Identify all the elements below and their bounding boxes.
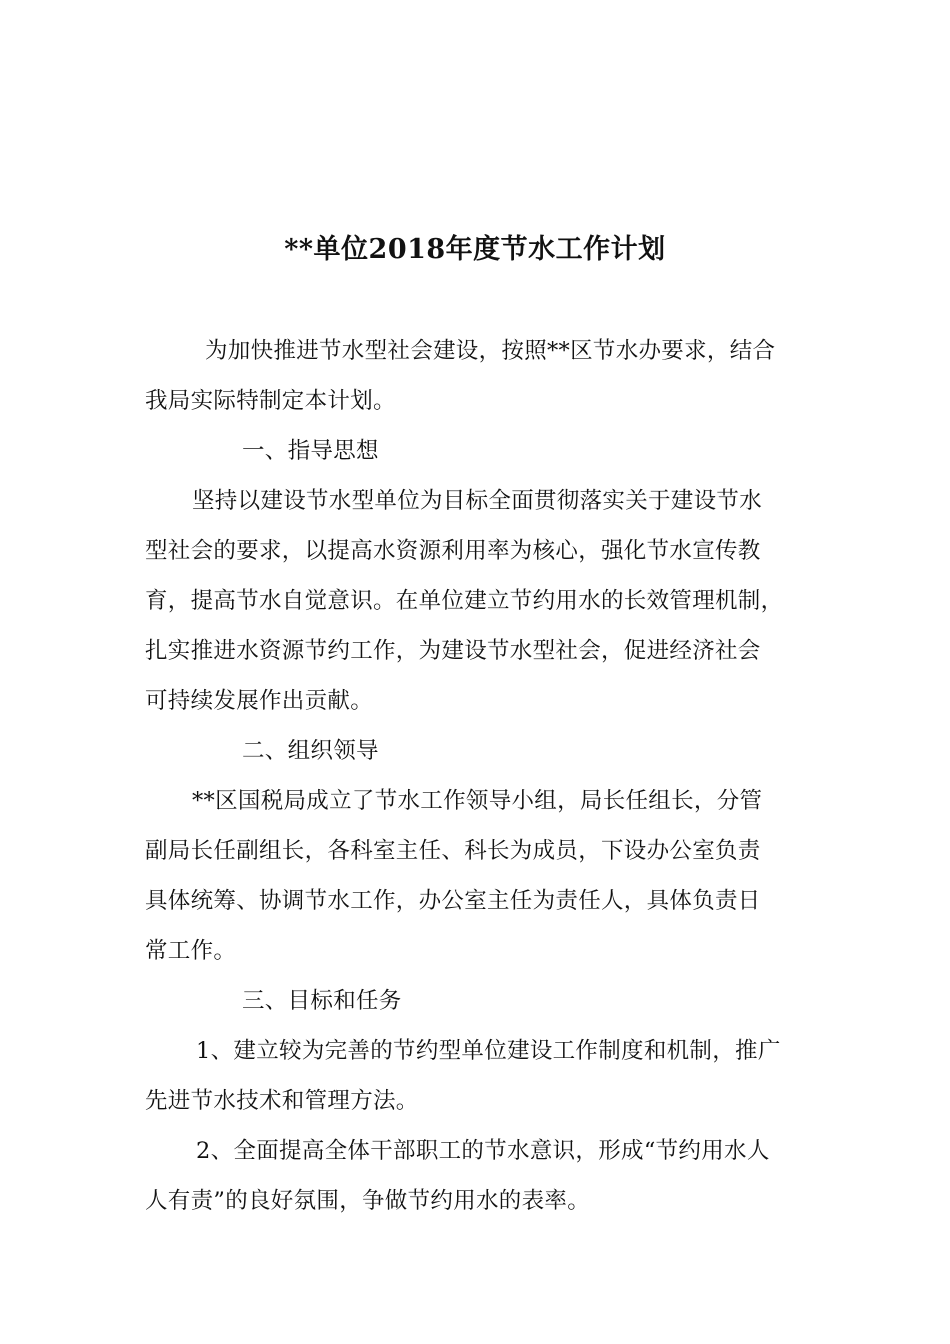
section-2-line-4: 常工作。 (145, 938, 237, 964)
section-1-line-5: 可持续发展作出贡献。 (145, 688, 374, 714)
section-1-line-1: 坚持以建设节水型单位为目标全面贯彻落实关于建设节水 (192, 488, 763, 514)
section-2-line-3: 具体统筹、协调节水工作，办公室主任为责任人，具体负责日 (145, 888, 761, 914)
section-heading-2: 二、组织领导 (242, 738, 379, 764)
task-1-line-2: 先进节水技术和管理方法。 (145, 1088, 419, 1114)
document-title: **单位2018年度节水工作计划 (284, 234, 666, 265)
section-2-line-2: 副局长任副组长，各科室主任、科长为成员，下设办公室负责 (145, 838, 761, 864)
section-heading-1: 一、指导思想 (242, 438, 379, 464)
section-heading-3: 三、目标和任务 (242, 988, 402, 1014)
section-1-line-3: 育，提高节水自觉意识。在单位建立节约用水的长效管理机制， (145, 588, 784, 614)
task-1-line-1: 1、建立较为完善的节约型单位建设工作制度和机制，推广 (196, 1038, 781, 1064)
task-2-line-2: 人有责”的良好氛围，争做节约用水的表率。 (145, 1188, 591, 1214)
intro-line-2: 我局实际特制定本计划。 (145, 388, 396, 414)
section-1-line-2: 型社会的要求，以提高水资源利用率为核心，强化节水宣传教 (145, 538, 761, 564)
section-2-line-1: **区国税局成立了节水工作领导小组，局长任组长，分管 (192, 788, 763, 814)
intro-line-1: 为加快推进节水型社会建设，按照**区节水办要求，结合 (205, 338, 776, 364)
task-2-line-1: 2、全面提高全体干部职工的节水意识，形成“节约用水人 (196, 1138, 770, 1164)
section-1-line-4: 扎实推进水资源节约工作，为建设节水型社会，促进经济社会 (145, 638, 761, 664)
